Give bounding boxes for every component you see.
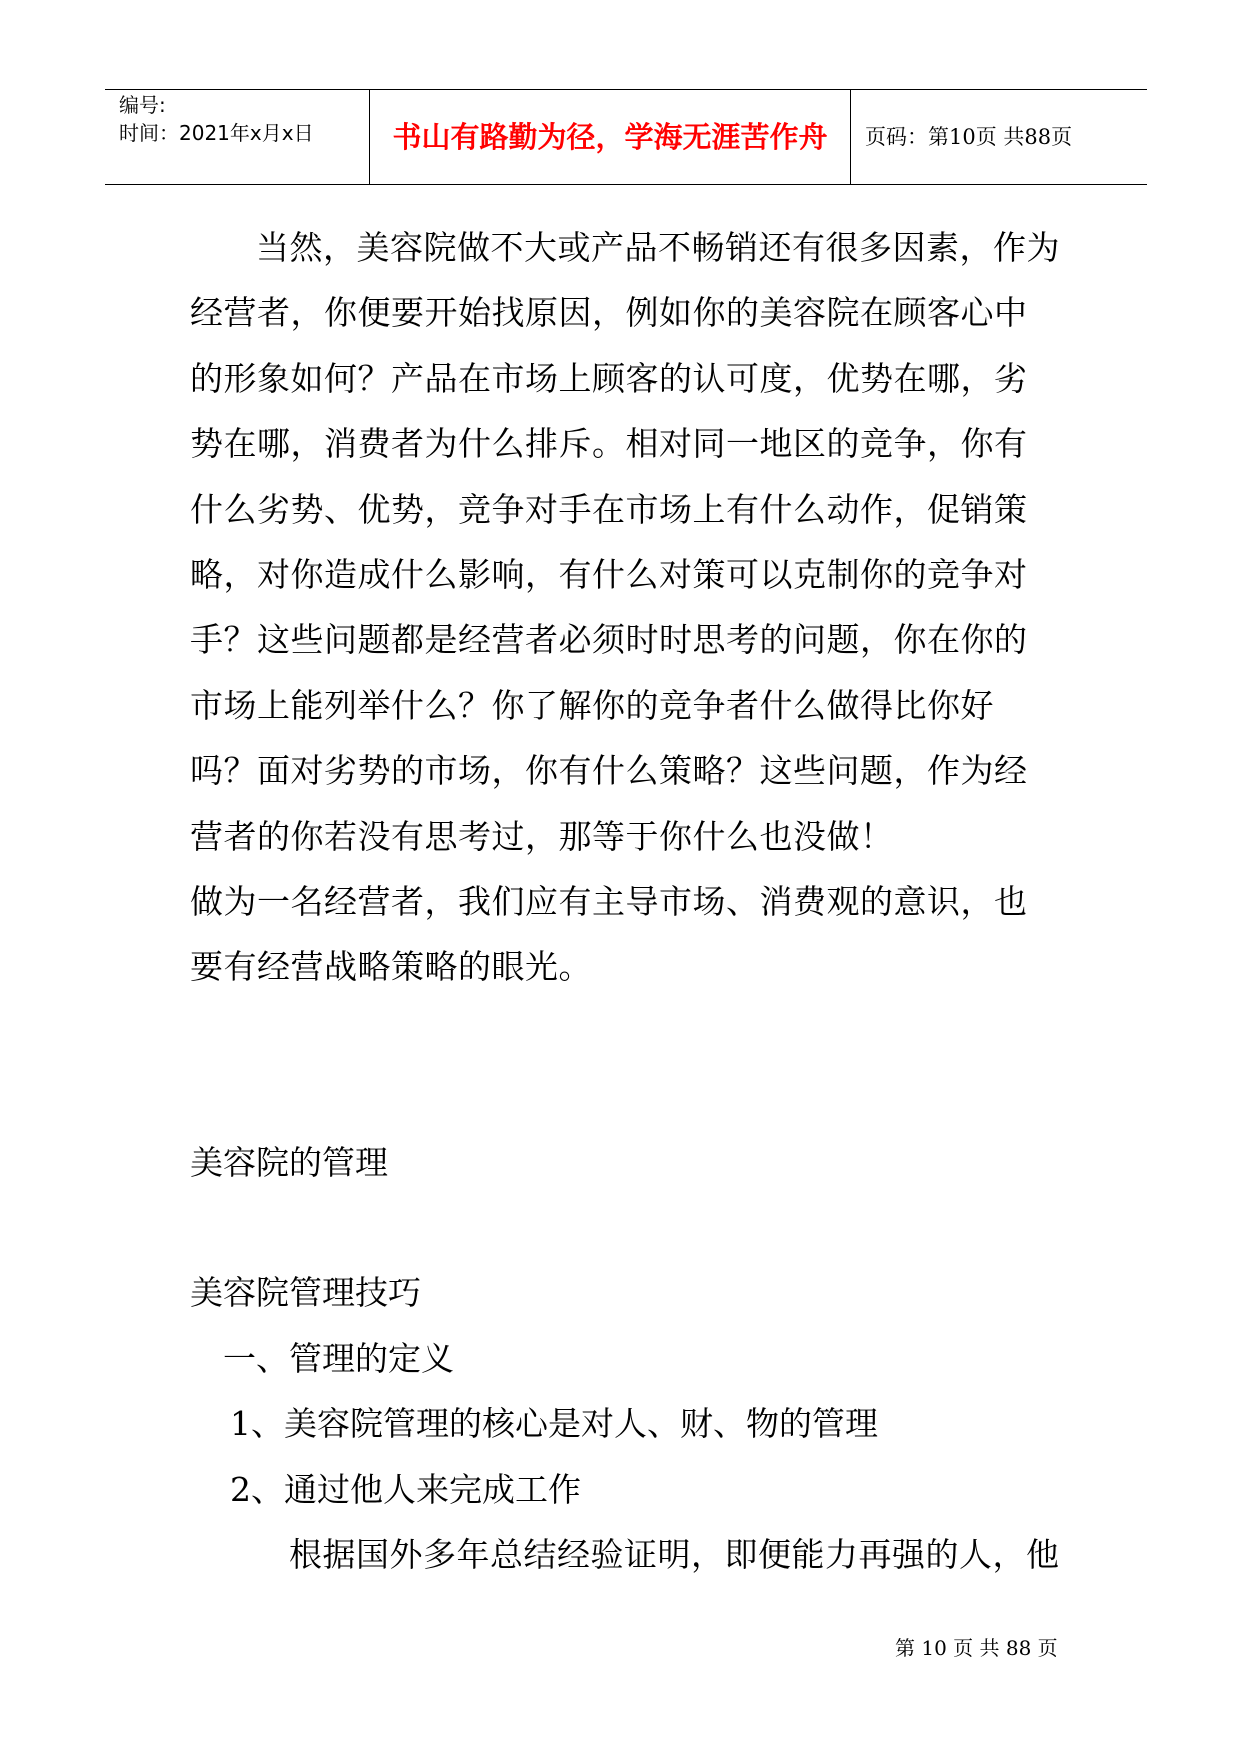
subsection-heading: 一、管理的定义 xyxy=(223,1338,454,1378)
spacer xyxy=(190,1195,1060,1260)
list-item: 2、通过他人来完成工作 xyxy=(230,1469,581,1509)
time-label: 时间：2021年x月x日 xyxy=(119,121,314,145)
list-item: 1、美容院管理的核心是对人、财、物的管理 xyxy=(230,1404,878,1444)
spacer xyxy=(190,1000,1060,1130)
section-heading: 美容院管理技巧 xyxy=(190,1273,421,1313)
document-body xyxy=(190,215,1060,1587)
body-paragraph: 做为一名经营者，我们应有主导市场、消费观的意识，也要有经营战略策略的眼光。 xyxy=(190,882,1028,987)
header-meta-cell xyxy=(105,90,369,184)
section-heading: 美容院的管理 xyxy=(190,1142,388,1182)
body-paragraph: 根据国外多年总结经验证明，即便能力再强的人，他 xyxy=(289,1534,1060,1574)
serial-number-label: 编号: xyxy=(119,93,166,117)
page-footer: 第 10 页 共 88 页 xyxy=(895,1636,1058,1660)
header-motto-cell xyxy=(369,90,851,184)
header-page-cell xyxy=(851,90,1147,184)
page-header xyxy=(105,89,1147,185)
motto-text: 书山有路勤为径，学海无涯苦作舟 xyxy=(392,120,828,154)
body-paragraph: 当然，美容院做不大或产品不畅销还有很多因素，作为经营者，你便要开始找原因，例如你的美容院在顾客心中的形象如何？产品在市场上顾客的认可度，优势在哪，劣势在哪，消费者为什么排斥。相对同一地区的竞争，你有什么劣势、优势，竞争对手在市场上有什么动作，促销策略，对你造成什么影响，有什么对策可以克制你的竞争对手？这些问题都是经营者必须时时思考的问题，你在你的市场上能列举什么？你了解你的竞争者什么做得比你好吗？面对劣势的市场，你有什么策略？这些问题，作为经营者的你若没有思考过，那等于你什么也没做！ xyxy=(190,228,1060,856)
page-number-label: 页码：第10页 共88页 xyxy=(865,125,1073,149)
